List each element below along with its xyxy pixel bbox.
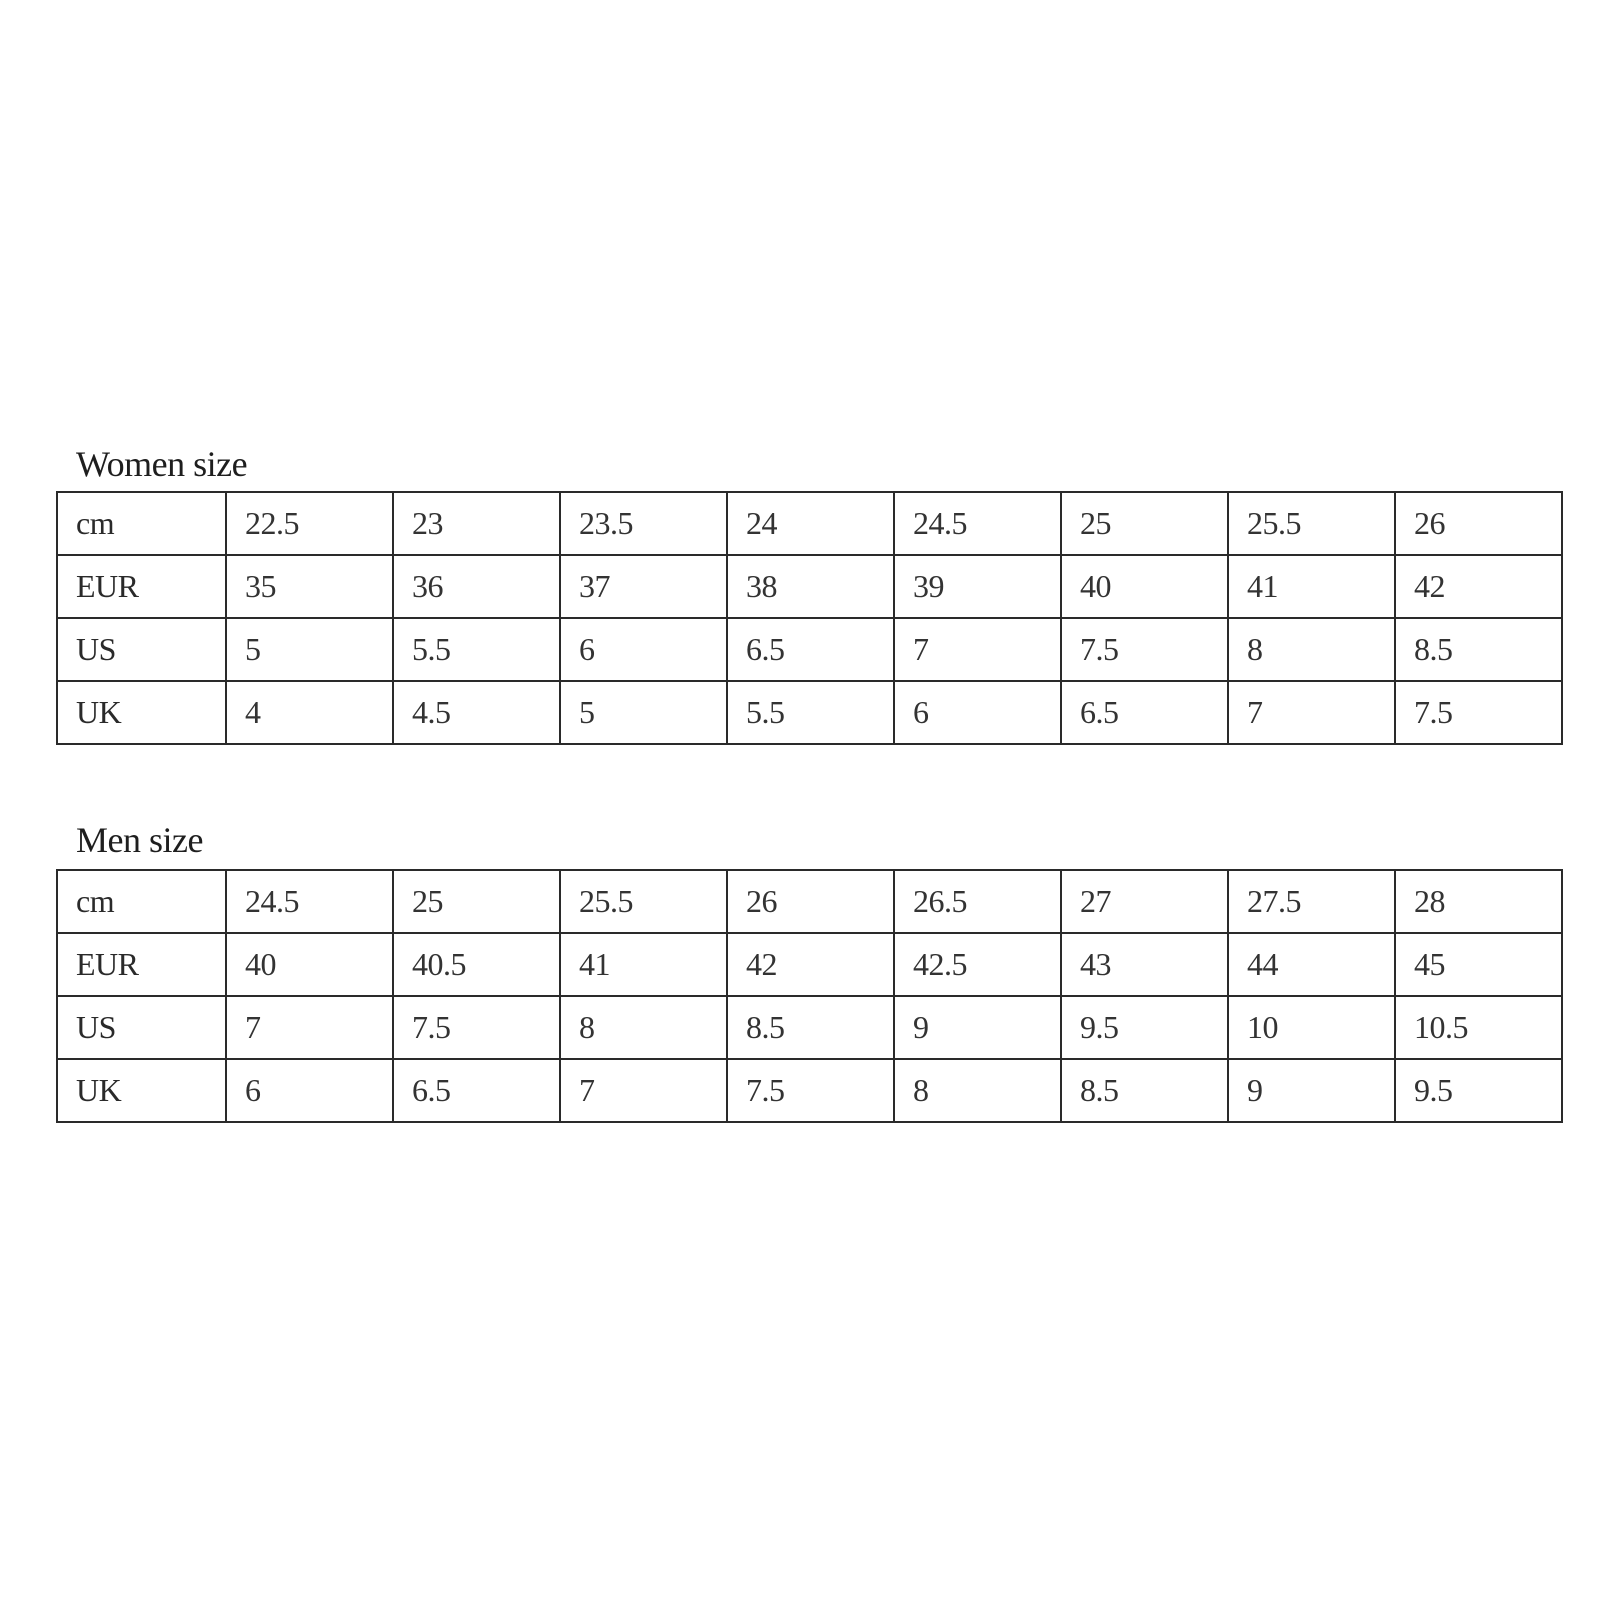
size-value-cell: 41: [560, 933, 727, 996]
size-value-cell: 8.5: [1061, 1059, 1228, 1122]
size-value-cell: 44: [1228, 933, 1395, 996]
size-value-cell: 37: [560, 555, 727, 618]
size-value-cell: 8: [1228, 618, 1395, 681]
size-value-cell: 22.5: [226, 492, 393, 555]
table-row: [57, 492, 1562, 555]
size-value-cell: 5: [226, 618, 393, 681]
size-value-cell: 28: [1395, 870, 1562, 933]
size-value-cell: 24.5: [226, 870, 393, 933]
size-value-cell: 43: [1061, 933, 1228, 996]
size-value-cell: 7: [894, 618, 1061, 681]
size-value-cell: 8.5: [1395, 618, 1562, 681]
size-value-cell: 40: [226, 933, 393, 996]
size-value-cell: 7.5: [727, 1059, 894, 1122]
row-label-cell: cm: [57, 870, 226, 933]
size-value-cell: 38: [727, 555, 894, 618]
size-value-cell: 5: [560, 681, 727, 744]
size-value-cell: 6: [894, 681, 1061, 744]
row-label-cell: EUR: [57, 555, 226, 618]
size-value-cell: 9.5: [1395, 1059, 1562, 1122]
row-label-cell: UK: [57, 1059, 226, 1122]
size-value-cell: 23.5: [560, 492, 727, 555]
size-value-cell: 8.5: [727, 996, 894, 1059]
size-value-cell: 9: [1228, 1059, 1395, 1122]
size-value-cell: 6: [560, 618, 727, 681]
size-value-cell: 40: [1061, 555, 1228, 618]
size-value-cell: 4.5: [393, 681, 560, 744]
size-value-cell: 8: [894, 1059, 1061, 1122]
size-value-cell: 40.5: [393, 933, 560, 996]
size-value-cell: 23: [393, 492, 560, 555]
size-value-cell: 39: [894, 555, 1061, 618]
size-value-cell: 4: [226, 681, 393, 744]
row-label-cell: UK: [57, 681, 226, 744]
size-value-cell: 45: [1395, 933, 1562, 996]
size-value-cell: 35: [226, 555, 393, 618]
size-value-cell: 42.5: [894, 933, 1061, 996]
table-row: [57, 870, 1562, 933]
table-row: [57, 618, 1562, 681]
size-value-cell: 41: [1228, 555, 1395, 618]
row-label-cell: cm: [57, 492, 226, 555]
size-value-cell: 10: [1228, 996, 1395, 1059]
size-value-cell: 6.5: [1061, 681, 1228, 744]
table-row: [57, 933, 1562, 996]
size-value-cell: 10.5: [1395, 996, 1562, 1059]
table-row: [57, 996, 1562, 1059]
women-size-title: Women size: [76, 444, 248, 484]
size-value-cell: 27.5: [1228, 870, 1395, 933]
size-value-cell: 25.5: [1228, 492, 1395, 555]
size-value-cell: 7: [226, 996, 393, 1059]
size-value-cell: 26: [1395, 492, 1562, 555]
size-value-cell: 36: [393, 555, 560, 618]
size-value-cell: 25.5: [560, 870, 727, 933]
row-label-cell: EUR: [57, 933, 226, 996]
size-value-cell: 24: [727, 492, 894, 555]
size-value-cell: 7.5: [393, 996, 560, 1059]
size-value-cell: 9.5: [1061, 996, 1228, 1059]
size-value-cell: 26: [727, 870, 894, 933]
women-size-table: [56, 491, 1563, 745]
table-row: [57, 555, 1562, 618]
row-label-cell: US: [57, 996, 226, 1059]
size-value-cell: 9: [894, 996, 1061, 1059]
size-value-cell: 8: [560, 996, 727, 1059]
size-value-cell: 5.5: [727, 681, 894, 744]
size-value-cell: 27: [1061, 870, 1228, 933]
size-value-cell: 26.5: [894, 870, 1061, 933]
size-value-cell: 6.5: [393, 1059, 560, 1122]
size-value-cell: 7: [560, 1059, 727, 1122]
size-value-cell: 6: [226, 1059, 393, 1122]
size-value-cell: 7.5: [1395, 681, 1562, 744]
size-value-cell: 7: [1228, 681, 1395, 744]
size-value-cell: 6.5: [727, 618, 894, 681]
table-row: [57, 1059, 1562, 1122]
size-value-cell: 25: [393, 870, 560, 933]
size-value-cell: 24.5: [894, 492, 1061, 555]
table-row: [57, 681, 1562, 744]
size-value-cell: 25: [1061, 492, 1228, 555]
size-value-cell: 7.5: [1061, 618, 1228, 681]
size-value-cell: 42: [1395, 555, 1562, 618]
men-size-table: [56, 869, 1563, 1123]
men-size-title: Men size: [76, 820, 203, 860]
size-value-cell: 5.5: [393, 618, 560, 681]
row-label-cell: US: [57, 618, 226, 681]
size-value-cell: 42: [727, 933, 894, 996]
